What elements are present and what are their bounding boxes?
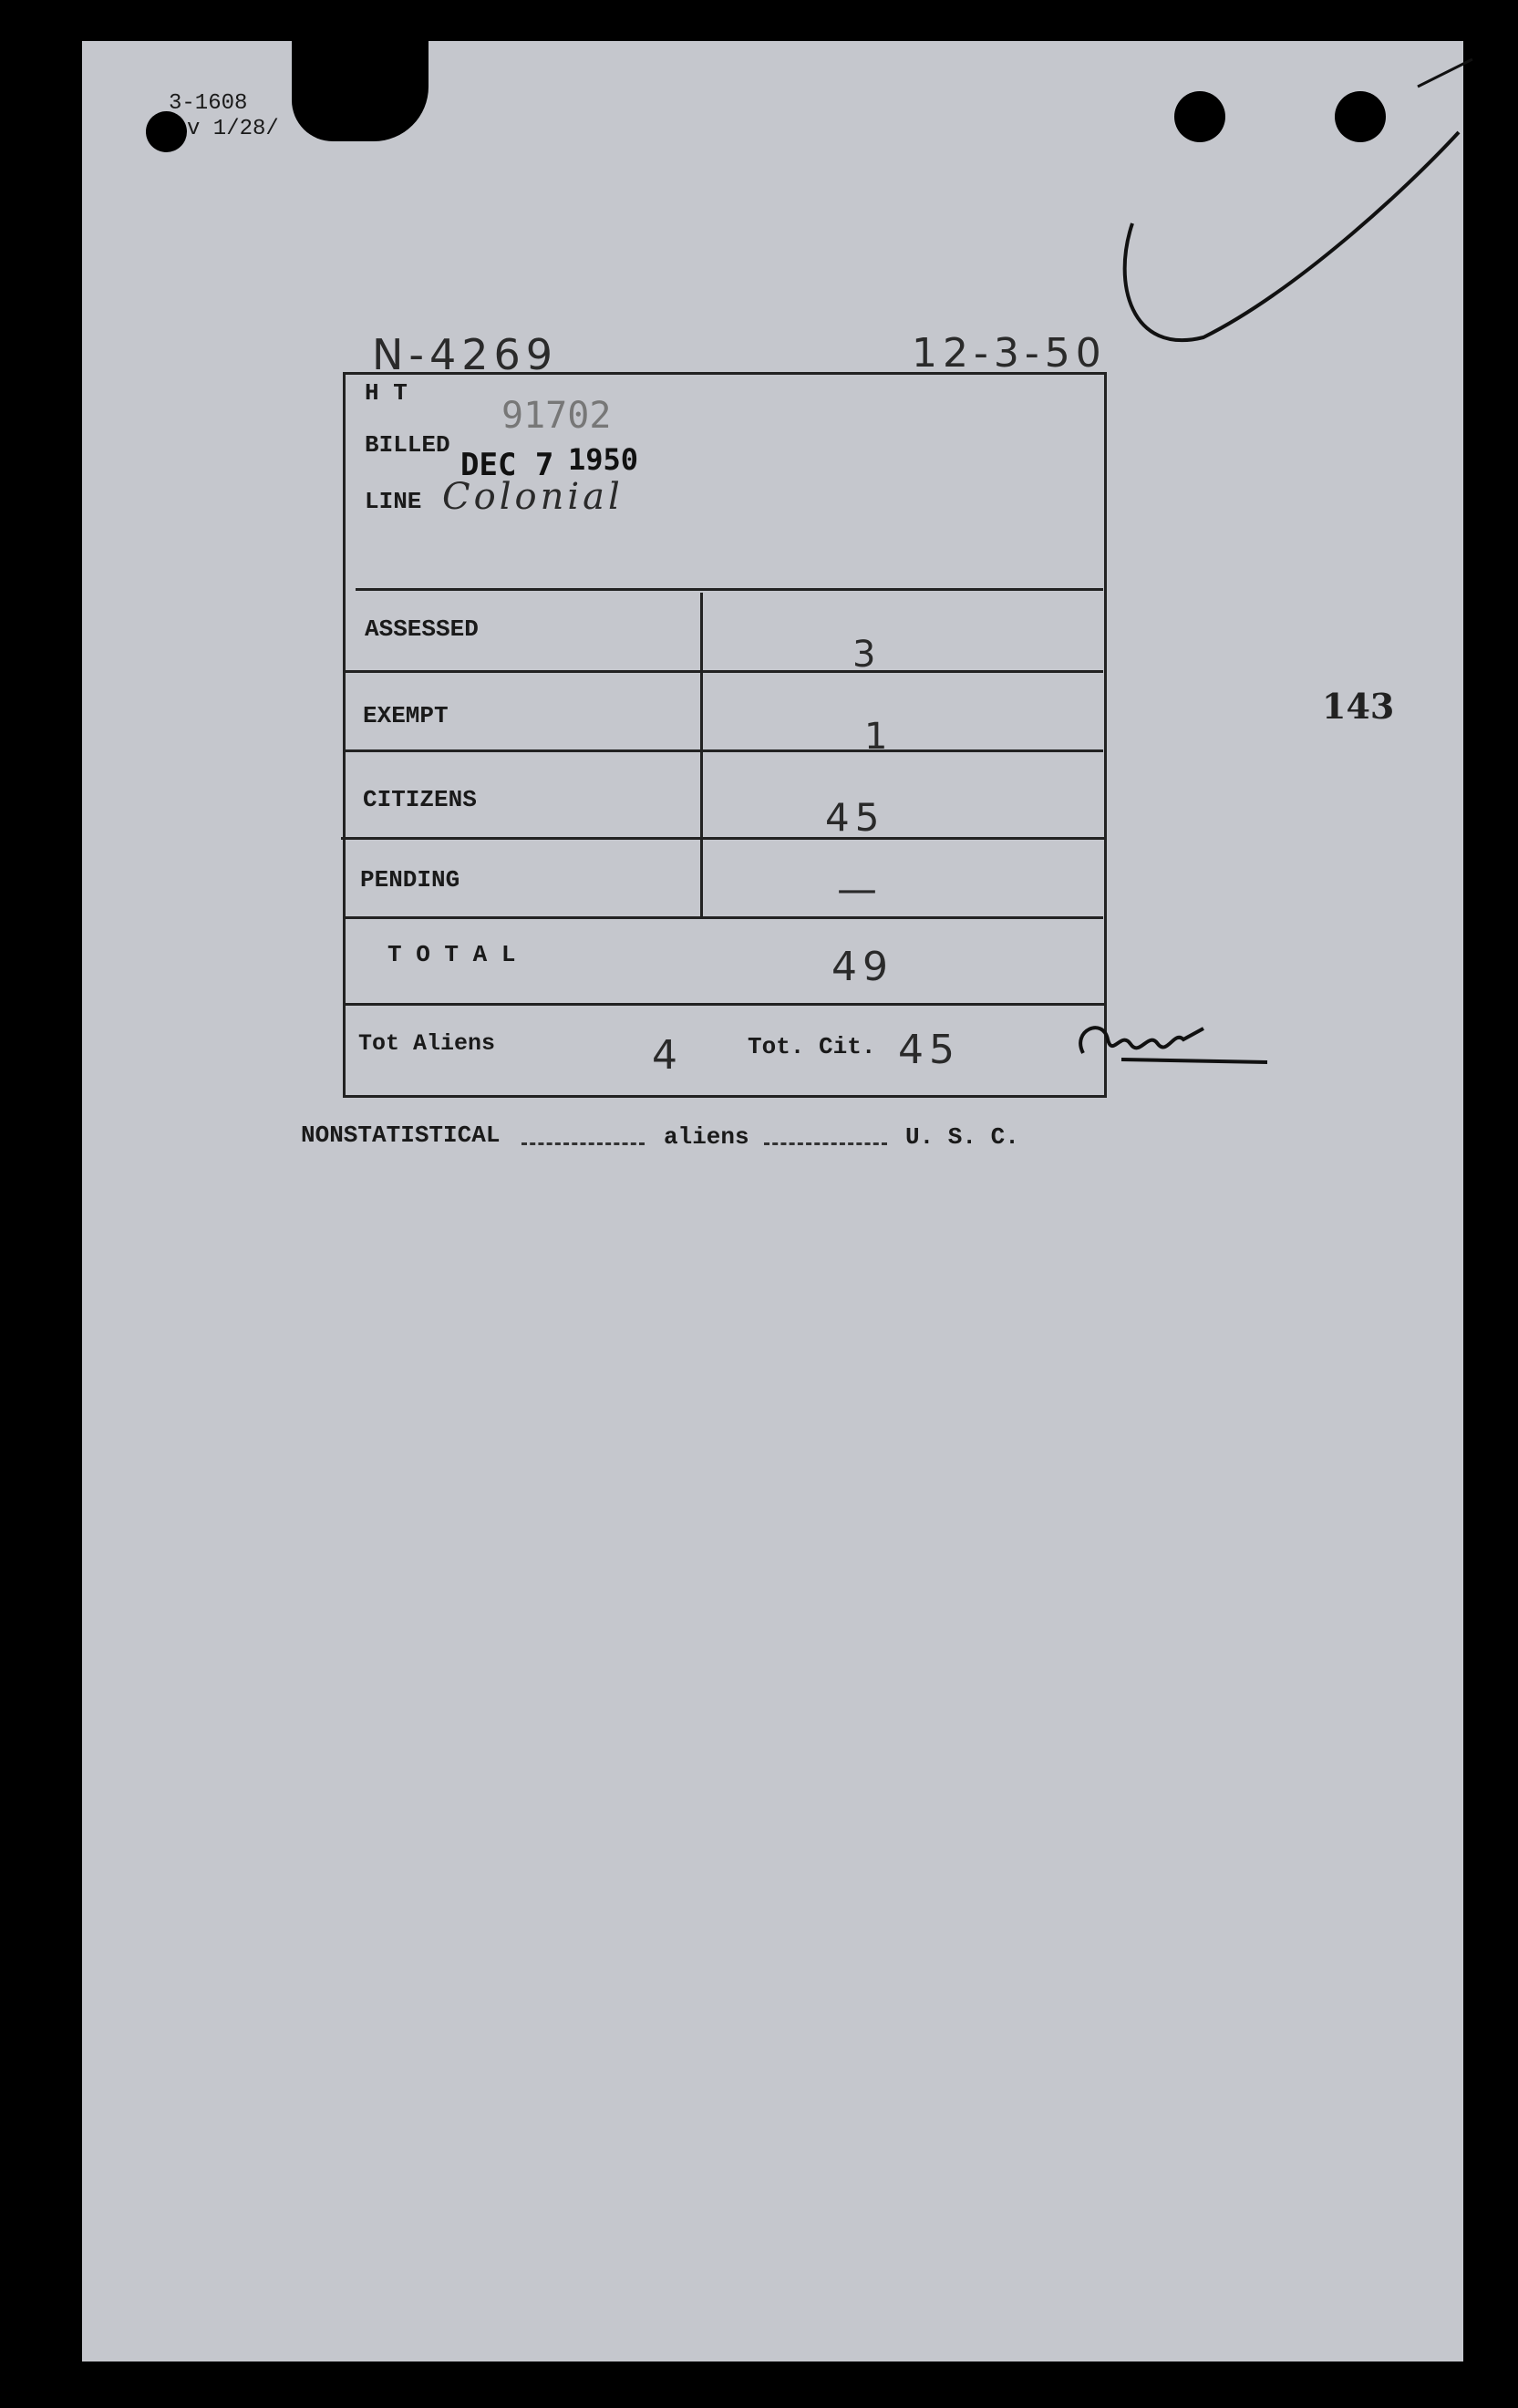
divider-row2 — [343, 749, 1103, 752]
row-value-exempt: 1 — [864, 716, 893, 758]
divider-total — [343, 1003, 1107, 1006]
divider-info — [356, 588, 1103, 591]
aliens-word: aliens — [664, 1123, 749, 1151]
ht-value: 91702 — [501, 395, 612, 437]
column-divider — [700, 593, 703, 916]
billed-label: BILLED — [365, 431, 450, 459]
nonstatistical-label: NONSTATISTICAL — [301, 1121, 501, 1149]
row-label-exempt: EXEMPT — [363, 702, 449, 729]
divider-row3 — [341, 837, 1105, 840]
manifest-number: N-4269 — [372, 330, 559, 379]
aliens-blank — [764, 1142, 887, 1145]
row-value-citizens: 45 — [825, 795, 885, 840]
torn-corner — [292, 41, 429, 141]
initials-signature — [1067, 1012, 1276, 1076]
divider-row1 — [345, 670, 1103, 673]
total-label: T O T A L — [387, 941, 516, 968]
line-label: LINE — [365, 488, 422, 515]
tot-aliens-value: 4 — [652, 1032, 683, 1079]
page-number: 143 — [1322, 686, 1395, 727]
punch-hole-left — [146, 111, 187, 152]
row-label-assessed: ASSESSED — [365, 615, 479, 643]
divider-row4 — [343, 916, 1103, 919]
usc-label: U. S. C. — [905, 1123, 1019, 1151]
row-label-pending: PENDING — [360, 866, 460, 894]
check-mark-icon — [1112, 55, 1477, 356]
tot-cit-value: 45 — [898, 1027, 960, 1073]
row-value-pending: — — [837, 866, 883, 913]
manifest-date: 12-3-50 — [912, 330, 1107, 377]
billed-stamp-date: DEC 7 — [460, 447, 554, 483]
total-value: 49 — [831, 944, 893, 990]
nonstatistical-blank — [521, 1142, 645, 1145]
row-value-assessed: 3 — [852, 634, 882, 676]
tot-cit-label: Tot. Cit. — [748, 1033, 876, 1060]
row-label-citizens: CITIZENS — [363, 786, 477, 813]
billed-stamp-year: 1950 — [568, 442, 639, 477]
tot-aliens-label: Tot Aliens — [358, 1030, 496, 1057]
form-code-line2: v 1/28/ — [187, 117, 279, 141]
line-value: Colonial — [442, 476, 624, 518]
form-code-line1: 3-1608 — [169, 91, 248, 116]
ht-label: H T — [365, 379, 408, 407]
